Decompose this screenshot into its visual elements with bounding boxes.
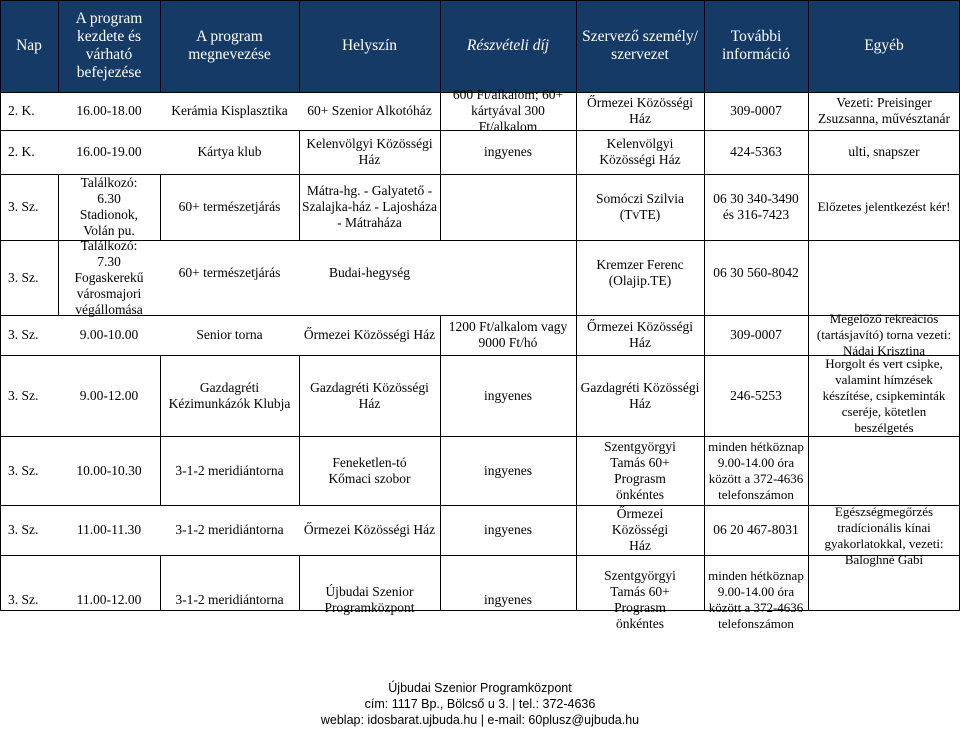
row7-place: Feneketlen-tó Kőmaci szobor — [328, 454, 411, 486]
row9-org: Szentgyörgyi Tamás 60+ Prograsm önkéntes — [604, 568, 676, 631]
footer-address: cím: 1117 Bp., Bölcső u 3. | tel.: 372-4636 — [364, 697, 596, 711]
row6-other: Horgolt és vert csipke, valamint hímzések készítése, csipkeminták cseréje, kötetlen beszélgetés — [822, 355, 946, 435]
row4-name: 60+ természetjárás — [178, 265, 281, 280]
row3-name: 60+ természetjárás — [178, 199, 281, 214]
footer-web-email: weblap: idosbarat.ujbuda.hu | e-mail: 60plusz@ujbuda.hu — [320, 713, 640, 727]
row1-other: Vezeti: Preisinger Zsuzsanna, művésztanár — [818, 95, 950, 126]
row7-name: 3-1-2 meridiántorna — [175, 462, 284, 478]
row9-other — [808, 555, 960, 645]
header-day: Nap — [16, 37, 42, 54]
row8-other: Egészségmegőrzés tradícionális kínai gyakorlatokkal, vezeti: Baloghné Gabi — [824, 504, 944, 567]
row5-place: Őrmezei Közösségi Ház — [303, 327, 436, 342]
row7-fee: ingyenes — [484, 462, 532, 478]
row5-org: Őrmezei Közösségi Ház — [586, 319, 694, 350]
row4-org: Kremzer Ferenc (Olajip.TE) — [596, 257, 684, 288]
row9-name: 3-1-2 meridiántorna — [175, 592, 284, 607]
row1-fee: 600 Ft/alkalom; 60+ kártyával 300 Ft/alkalom — [452, 87, 564, 134]
row1-org: Őrmezei Közösségi Ház — [586, 95, 694, 126]
row4-fee — [440, 240, 576, 315]
row8-day: 3. Sz. — [8, 522, 39, 537]
header-name: A program megnevezése — [188, 28, 271, 63]
row4-info: 06 30 560-8042 — [713, 265, 799, 280]
header-other: Egyéb — [864, 37, 904, 54]
header-info: További információ — [721, 28, 790, 63]
row8-fee: ingyenes — [484, 522, 532, 537]
footer-org-name: Újbudai Szenior Programközpont — [388, 681, 572, 695]
row2-org: Kelenvölgyi Közösségi Ház — [599, 136, 681, 167]
row3-place: Mátra-hg. - Galyatető - Szalajka-ház - Lajosháza - Mátraháza — [302, 183, 437, 230]
row9-day: 3. Sz. — [8, 592, 39, 607]
row2-place: Kelenvölgyi Közösségi Ház — [306, 136, 433, 167]
row5-other: Megelőző rekreációs (tartásjavító) torna vezeti: Nádai Krisztina — [816, 311, 952, 358]
row6-day: 3. Sz. — [8, 387, 39, 403]
row1-day: 2. K. — [8, 103, 35, 118]
row5-day: 3. Sz. — [8, 327, 39, 342]
row6-info: 246-5253 — [730, 387, 782, 403]
row3-time: Találkozó: 6.30 Stadionok, Volán pu. — [79, 175, 139, 238]
row4-place: Budai-hegység — [329, 265, 410, 280]
row2-other: ulti, snapszer — [848, 144, 920, 159]
row5-info: 309-0007 — [730, 327, 782, 342]
row8-place: Őrmezei Közösségi Ház — [303, 522, 436, 537]
row1-place: 60+ Szenior Alkotóház — [307, 103, 432, 118]
row7-other — [808, 436, 960, 505]
row6-org: Gazdagréti Közösségi Ház — [580, 379, 700, 411]
row9-fee: ingyenes — [484, 592, 532, 607]
row9-time: 11.00-12.00 — [76, 592, 142, 607]
row3-info: 06 30 340-3490 és 316-7423 — [713, 191, 799, 222]
header-time: A program kezdete és várható befejezése — [75, 10, 143, 81]
row4-other — [808, 240, 960, 315]
row7-day: 3. Sz. — [8, 462, 39, 478]
row5-fee: 1200 Ft/alkalom vagy 9000 Ft/hó — [448, 319, 568, 350]
row7-info: minden hétköznap 9.00-14.00 óra között a 372-4636 telefonszámon — [708, 438, 804, 502]
row5-time: 9.00-10.00 — [79, 327, 139, 342]
row7-org: Szentgyörgyi Tamás 60+ Prograsm önkéntes — [604, 438, 676, 502]
row9-place: Újbudai Szenior Programközpont — [324, 584, 415, 615]
row9-info: minden hétköznap 9.00-14.00 óra között a 372-4636 telefonszámon — [708, 568, 804, 631]
header-org: Szervező személy/ szervezet — [582, 28, 698, 63]
row6-place: Gazdagréti Közösségi Ház — [310, 379, 429, 411]
row6-name: Gazdagréti Kézimunkázók Klubja — [168, 379, 291, 411]
header-place: Helyszín — [341, 37, 398, 54]
row6-time: 9.00-12.00 — [79, 387, 139, 403]
row2-fee: ingyenes — [484, 144, 532, 159]
row3-other: Előzetes jelentkezést kér! — [817, 199, 951, 214]
row7-time: 10.00-10.30 — [76, 462, 142, 478]
row4-time: Találkozó: 7.30 Fogaskerekű városmajori végállomása — [74, 237, 144, 317]
row1-name: Kerámia Kisplasztika — [171, 103, 288, 118]
row2-day: 2. K. — [8, 144, 35, 159]
row8-org: Őrmezei Közösségi Ház — [611, 506, 669, 553]
row3-org: Somóczi Szilvia (TvTE) — [595, 191, 685, 222]
row5-name: Senior torna — [196, 327, 263, 342]
row8-time: 11.00-11.30 — [76, 522, 142, 537]
row2-time: 16.00-19.00 — [76, 144, 142, 159]
row3-fee — [440, 174, 576, 240]
row3-day: 3. Sz. — [8, 199, 39, 214]
header-fee: Részvételi díj — [466, 37, 550, 54]
row1-info: 309-0007 — [730, 103, 782, 118]
row8-info: 06 20 467-8031 — [713, 522, 799, 537]
row4-day: 3. Sz. — [8, 269, 39, 285]
row2-info: 424-5363 — [730, 144, 782, 159]
row2-name: Kártya klub — [197, 144, 262, 159]
row1-time: 16.00-18.00 — [76, 103, 142, 118]
row6-fee: ingyenes — [484, 387, 532, 403]
row8-name: 3-1-2 meridiántorna — [175, 522, 284, 537]
